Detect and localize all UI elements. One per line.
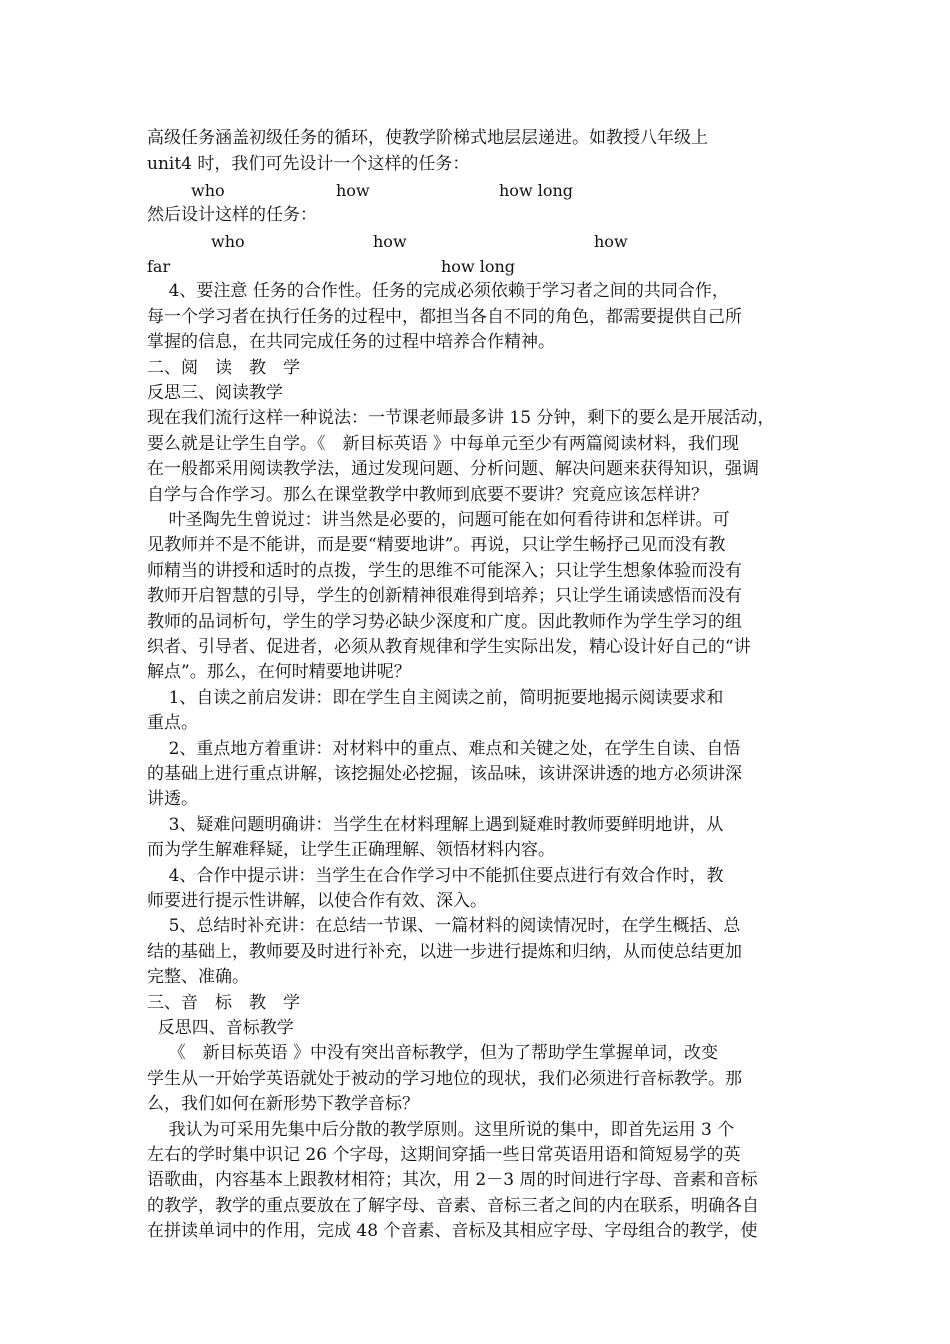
text-line: unit4 时，我们可先设计一个这样的任务： <box>147 154 470 174</box>
section-heading: 二、阅 读 教 学 <box>147 358 300 378</box>
text-line: 教师的品词析句，学生的学习势必缺少深度和广度。因此教师作为学生学习的组 <box>147 612 742 632</box>
text-line: 讲透。 <box>147 789 198 809</box>
text-line: 4、要注意 任务的合作性。任务的完成必须依赖于学习者之间的共同合作， <box>147 281 729 301</box>
section-heading: 三、音 标 教 学 <box>147 993 300 1013</box>
text-line: 3、疑难问题明确讲：当学生在材料理解上遇到疑难时教师要鲜明地讲，从 <box>147 815 724 835</box>
text-line: 见教师并不是不能讲，而是要“精要地讲”。再说，只让学生畅抒己见而没有教 <box>147 535 726 555</box>
text-line: 完整、准确。 <box>147 967 249 987</box>
text-line: 《 新目标英语 》中没有突出音标教学，但为了帮助学生掌握单词，改变 <box>147 1043 719 1063</box>
text-line: 重点。 <box>147 713 198 733</box>
task-word: who <box>211 232 245 251</box>
text-line: 2、重点地方着重讲：对材料中的重点、难点和关键之处，在学生自读、自悟 <box>147 739 741 759</box>
task-word: how <box>594 232 628 251</box>
text-line: 结的基础上，教师要及时进行补充，以进一步进行提炼和归纳，从而使总结更加 <box>147 942 742 962</box>
text-line: 在一般都采用阅读教学法，通过发现问题、分析问题、解决问题来获得知识，强调 <box>147 459 759 479</box>
text-line: 学生从一开始学英语就处于被动的学习地位的现状，我们必须进行音标教学。那 <box>147 1069 742 1089</box>
text-line: 然后设计这样的任务： <box>147 205 317 225</box>
section-subheading: 反思四、音标教学 <box>147 1018 294 1038</box>
text-line: far <box>147 257 171 276</box>
text-line: 高级任务涵盖初级任务的循环，使教学阶梯式地层层递进。如教授八年级上 <box>147 128 708 148</box>
text-line: 语歌曲，内容基本上跟教材相符；其次，用 2－3 周的时间进行字母、音素和音标 <box>147 1170 758 1190</box>
text-line: 自学与合作学习。那么在课堂教学中教师到底要不要讲？究竟应该怎样讲？ <box>147 485 708 505</box>
text-line: 织者、引导者、促进者，必须从教育规律和学生实际出发，精心设计好自己的“讲 <box>147 637 751 657</box>
task-word: who <box>191 181 225 200</box>
task-word: how long <box>499 181 574 200</box>
section-subheading: 反思三、阅读教学 <box>147 383 283 403</box>
text-line: 么，我们如何在新形势下教学音标？ <box>147 1094 419 1114</box>
text-line: 在拼读单词中的作用，完成 48 个音素、音标及其相应字母、字母组合的教学，使 <box>147 1221 758 1241</box>
text-line: 每一个学习者在执行任务的过程中，都担当各自不同的角色，都需要提供自己所 <box>147 307 742 327</box>
text-line: 左右的学时集中识记 26 个字母，这期间穿插一些日常英语用语和简短易学的英 <box>147 1145 741 1165</box>
text-line: 5、总结时补充讲：在总结一节课、一篇材料的阅读情况时，在学生概括、总 <box>147 916 741 936</box>
text-line: 解点”。那么，在何时精要地讲呢？ <box>147 662 411 682</box>
text-line: 师要进行提示性讲解，以使合作有效、深入。 <box>147 891 487 911</box>
text-line: 叶圣陶先生曾说过：讲当然是必要的，问题可能在如何看待讲和怎样讲。可 <box>147 510 730 530</box>
text-line: 教师开启智慧的引导，学生的创新精神很难得到培养；只让学生诵读感悟而没有 <box>147 586 742 606</box>
task-word: how long <box>441 257 516 276</box>
task-word: how <box>373 232 407 251</box>
text-line: 4、合作中提示讲：当学生在合作学习中不能抓住要点进行有效合作时，教 <box>147 866 724 886</box>
text-line: 掌握的信息，在共同完成任务的过程中培养合作精神。 <box>147 332 555 352</box>
text-line: 现在我们流行这样一种说法：一节课老师最多讲 15 分钟，剩下的要么是开展活动， <box>147 408 775 428</box>
text-line: 1、自读之前启发讲：即在学生自主阅读之前，简明扼要地揭示阅读要求和 <box>147 688 724 708</box>
text-line: 要么就是让学生自学。《 新目标英语 》中每单元至少有两篇阅读材料，我们现 <box>147 434 739 454</box>
text-line: 我认为可采用先集中后分散的教学原则。这里所说的集中，即首先运用 3 个 <box>147 1120 735 1140</box>
task-word: how <box>336 181 370 200</box>
text-line: 的基础上进行重点讲解，该挖掘处必挖掘，该品味，该讲深讲透的地方必须讲深 <box>147 764 742 784</box>
text-line: 的教学，教学的重点要放在了解字母、音素、音标三者之间的内在联系，明确各自 <box>147 1196 759 1216</box>
text-line: 而为学生解难释疑，让学生正确理解、领悟材料内容。 <box>147 840 555 860</box>
text-line: 师精当的讲授和适时的点拨，学生的思维不可能深入；只让学生想象体验而没有 <box>147 561 742 581</box>
